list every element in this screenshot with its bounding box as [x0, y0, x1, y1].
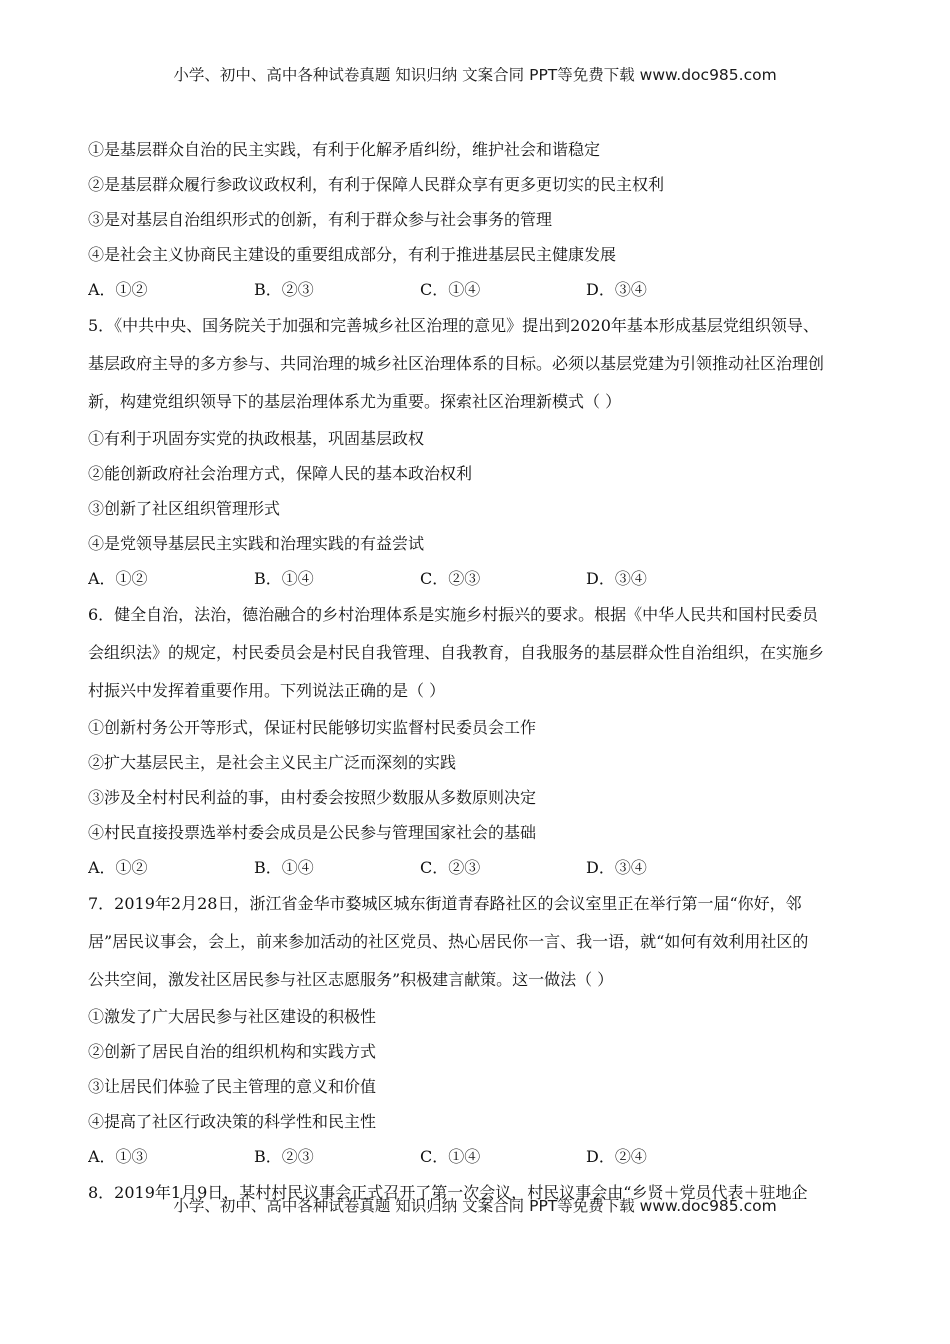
- choice-a: A．①③: [88, 1147, 148, 1166]
- page-footer: 小学、初中、高中各种试卷真题 知识归纳 文案合同 PPT等免费下载 www.doc985.com: [173, 1197, 777, 1215]
- answer-choices: [88, 561, 863, 596]
- option-item: ④提高了社区行政决策的科学性和民主性: [88, 1112, 377, 1131]
- question-stem: 村振兴中发挥着重要作用。下列说法正确的是（ ）: [88, 681, 446, 700]
- question-4: [88, 132, 863, 307]
- question-stem: 会组织法》的规定，村民委员会是村民自我管理、自我教育，自我服务的基层群众性自治组织，在实施乡: [88, 643, 825, 662]
- option-item: ②创新了居民自治的组织机构和实践方式: [88, 1042, 377, 1061]
- option-item: ④村民直接投票选举村委会成员是公民参与管理国家社会的基础: [88, 823, 537, 842]
- question-stem: 基层政府主导的多方参与、共同治理的城乡社区治理体系的目标。必须以基层党建为引领推动社区治理创: [88, 354, 825, 373]
- option-item: ②扩大基层民主，是社会主义民主广泛而深刻的实践: [88, 753, 457, 772]
- choice-c: C．②③: [420, 858, 481, 877]
- choice-d: D．③④: [586, 858, 647, 877]
- option-item: ①是基层群众自治的民主实践，有利于化解矛盾纠纷，维护社会和谐稳定: [88, 140, 601, 159]
- question-5: [88, 307, 863, 596]
- option-item: ③是对基层自治组织形式的创新，有利于群众参与社会事务的管理: [88, 210, 553, 229]
- page-header: 小学、初中、高中各种试卷真题 知识归纳 文案合同 PPT等免费下载 www.doc985.com: [173, 66, 777, 84]
- choice-d: D．③④: [586, 280, 647, 299]
- answer-choices: [88, 850, 863, 885]
- choice-a: A．①②: [88, 280, 148, 299]
- question-6: [88, 596, 863, 885]
- choice-a: A．①②: [88, 858, 148, 877]
- question-stem: 8．2019年1月9日，某村村民议事会正式召开了第一次会议，村民议事会由“乡贤＋党员代表＋驻地企: [88, 1183, 808, 1202]
- choice-b: B．①④: [254, 569, 314, 588]
- option-item: ①激发了广大居民参与社区建设的积极性: [88, 1007, 377, 1026]
- exam-content: [88, 132, 863, 1212]
- choice-c: C．②③: [420, 569, 481, 588]
- choice-c: C．①④: [420, 280, 481, 299]
- option-item: ③涉及全村村民利益的事，由村委会按照少数服从多数原则决定: [88, 788, 537, 807]
- option-item: ③创新了社区组织管理形式: [88, 499, 281, 518]
- question-7: [88, 885, 863, 1174]
- option-item: ②是基层群众履行参政议政权利，有利于保障人民群众享有更多更切实的民主权利: [88, 175, 665, 194]
- choice-d: D．②④: [586, 1147, 647, 1166]
- answer-choices: [88, 272, 863, 307]
- choice-c: C．①④: [420, 1147, 481, 1166]
- option-item: ①创新村务公开等形式，保证村民能够切实监督村民委员会工作: [88, 718, 537, 737]
- answer-choices: [88, 1139, 863, 1174]
- question-stem: 6．健全自治，法治，德治融合的乡村治理体系是实施乡村振兴的要求。根据《中华人民共和国村民委员: [88, 605, 819, 624]
- option-item: ①有利于巩固夯实党的执政根基，巩固基层政权: [88, 429, 425, 448]
- choice-a: A．①②: [88, 569, 148, 588]
- question-stem: 7．2019年2月28日，浙江省金华市婺城区城东街道青春路社区的会议室里正在举行第一届“你好，邻: [88, 894, 802, 913]
- choice-b: B．①④: [254, 858, 314, 877]
- option-item: ②能创新政府社会治理方式，保障人民的基本政治权利: [88, 464, 473, 483]
- option-item: ④是社会主义协商民主建设的重要组成部分，有利于推进基层民主健康发展: [88, 245, 617, 264]
- question-stem: 居”居民议事会，会上，前来参加活动的社区党员、热心居民你一言、我一语，就“如何有效利用社区的: [88, 932, 809, 951]
- option-item: ③让居民们体验了民主管理的意义和价值: [88, 1077, 377, 1096]
- question-stem: 公共空间，激发社区居民参与社区志愿服务”积极建言献策。这一做法（ ）: [88, 970, 614, 989]
- question-stem: 5．《中共中央、国务院关于加强和完善城乡社区治理的意见》提出到2020年基本形成基层党组织领导、: [88, 316, 819, 335]
- choice-d: D．③④: [586, 569, 647, 588]
- option-item: ④是党领导基层民主实践和治理实践的有益尝试: [88, 534, 425, 553]
- choice-b: B．②③: [254, 280, 314, 299]
- question-stem: 新，构建党组织领导下的基层治理体系尤为重要。探索社区治理新模式（ ）: [88, 392, 622, 411]
- choice-b: B．②③: [254, 1147, 314, 1166]
